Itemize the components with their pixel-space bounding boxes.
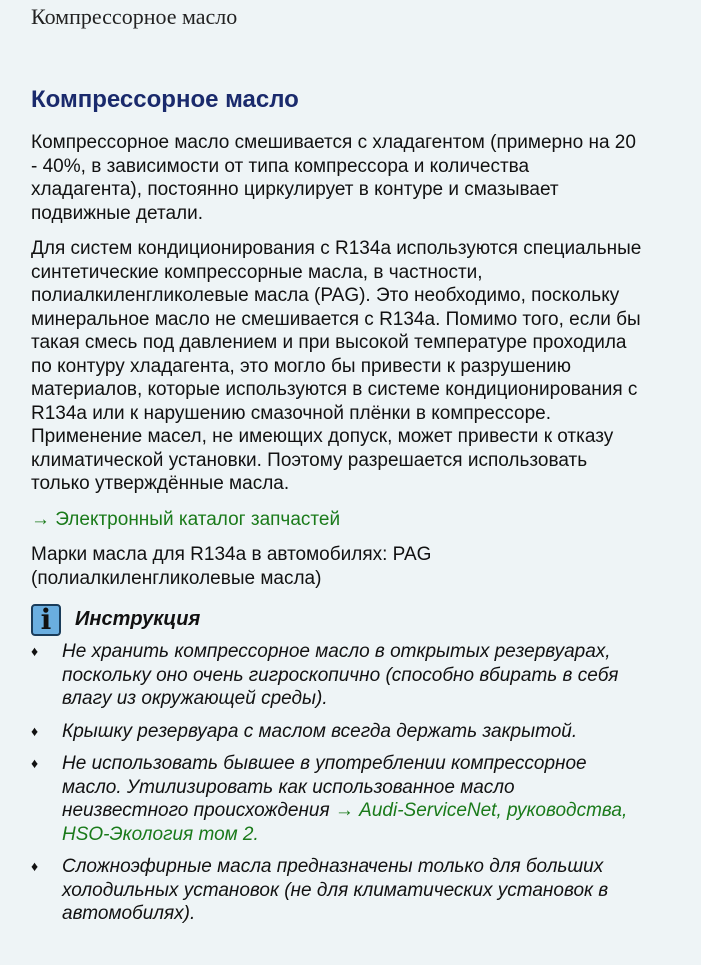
- paragraph-line: Компрессорное масло смешивается с хладагентом (примерно на 20: [31, 132, 636, 153]
- diamond-bullet-icon: ♦: [31, 643, 39, 659]
- instruction-text: Крышку резервуара с маслом всегда держать закрытой.: [62, 720, 578, 742]
- instruction-list: [31, 640, 701, 926]
- instruction-line: [62, 664, 701, 688]
- instruction-item: [31, 720, 701, 744]
- diamond-bullet-icon: ♦: [31, 755, 39, 771]
- instruction-item: [31, 640, 701, 711]
- paragraph-line: Для систем кондиционирования с R134a используются специальные: [31, 238, 642, 259]
- info-icon: i: [31, 604, 61, 636]
- paragraph: [31, 131, 701, 225]
- paragraph-line: только утверждённые масла.: [31, 473, 290, 494]
- instruction-text: Не хранить компрессорное масло в открытых резервуарах,: [62, 641, 611, 662]
- oil-brands-text: [31, 543, 701, 590]
- paragraph-line: Применение масел, не имеющих допуск, может привести к отказу: [31, 426, 614, 447]
- page-title: Компрессорное масло: [31, 4, 238, 29]
- instruction-line: [62, 720, 701, 744]
- oil-brands-line: Марки масла для R134a в автомобилях: PAG: [31, 544, 432, 565]
- instruction-title: Инструкция: [75, 608, 201, 631]
- instruction-line: [62, 879, 701, 903]
- paragraph-line: R134a или к нарушению смазочной плёнки в компрессоре.: [31, 402, 552, 424]
- instruction-text: поскольку оно очень гигроскопично (способно вбирать в себя: [62, 664, 619, 686]
- instruction-item: [31, 855, 701, 926]
- audi-servicenet-link[interactable]: HSO-Экология том 2.: [62, 823, 259, 845]
- instruction-line: [62, 776, 701, 800]
- paragraph-line: подвижные детали.: [31, 202, 203, 224]
- paragraph-line: такая смесь под давлением и при высокой температуре проходила: [31, 332, 627, 353]
- instruction-line: [62, 855, 701, 879]
- paragraph-line: хладагента), постоянно циркулирует в контуре и смазывает: [31, 179, 559, 200]
- paragraph-line: по контуру хладагента, это могло бы привести к разрушению: [31, 355, 572, 377]
- instruction-line: [62, 752, 701, 776]
- paragraph-line: - 40%, в зависимости от типа компрессора и количества: [31, 155, 530, 177]
- instruction-text: Сложноэфирные масла предназначены только для больших: [62, 856, 604, 877]
- paragraph-line: климатической установки. Поэтому разрешается использовать: [31, 449, 588, 471]
- instruction-text: холодильных установок (не для климатических установок в: [62, 879, 609, 901]
- content: [31, 131, 701, 935]
- section-heading: Компрессорное масло: [31, 86, 299, 113]
- paragraph: [31, 237, 701, 496]
- instruction-text: масло. Утилизировать как использованное масло: [62, 776, 515, 798]
- paragraph-line: материалов, которые используются в системе кондиционирования с: [31, 379, 638, 400]
- instruction-text: неизвестного происхождения: [62, 800, 335, 821]
- diamond-bullet-icon: ♦: [31, 722, 39, 739]
- instruction-text: Не использовать бывшее в употреблении компрессорное: [62, 753, 587, 774]
- paragraph-line: минеральное масло не смешивается с R134a. Помимо того, если бы: [31, 308, 641, 330]
- parts-catalog-link[interactable]: → Электронный каталог запчастей: [31, 508, 341, 530]
- instruction-item: [31, 752, 701, 846]
- instruction-line: [62, 799, 701, 823]
- instruction-text: автомобилях).: [62, 903, 196, 924]
- audi-servicenet-link[interactable]: → Audi-ServiceNet, руководства,: [334, 800, 628, 821]
- paragraph-line: полиалкиленгликолевые масла (PAG). Это необходимо, поскольку: [31, 285, 620, 306]
- instruction-line: [62, 640, 701, 664]
- paragraph-line: синтетические компрессорные масла, в частности,: [31, 261, 483, 283]
- instruction-line: [62, 902, 701, 926]
- oil-brands-line: (полиалкиленгликолевые масла): [31, 567, 322, 589]
- instruction-text: влагу из окружающей среды).: [62, 688, 328, 709]
- instruction-header: [31, 604, 701, 636]
- instruction-line: [62, 687, 701, 711]
- diamond-bullet-icon: ♦: [31, 858, 39, 874]
